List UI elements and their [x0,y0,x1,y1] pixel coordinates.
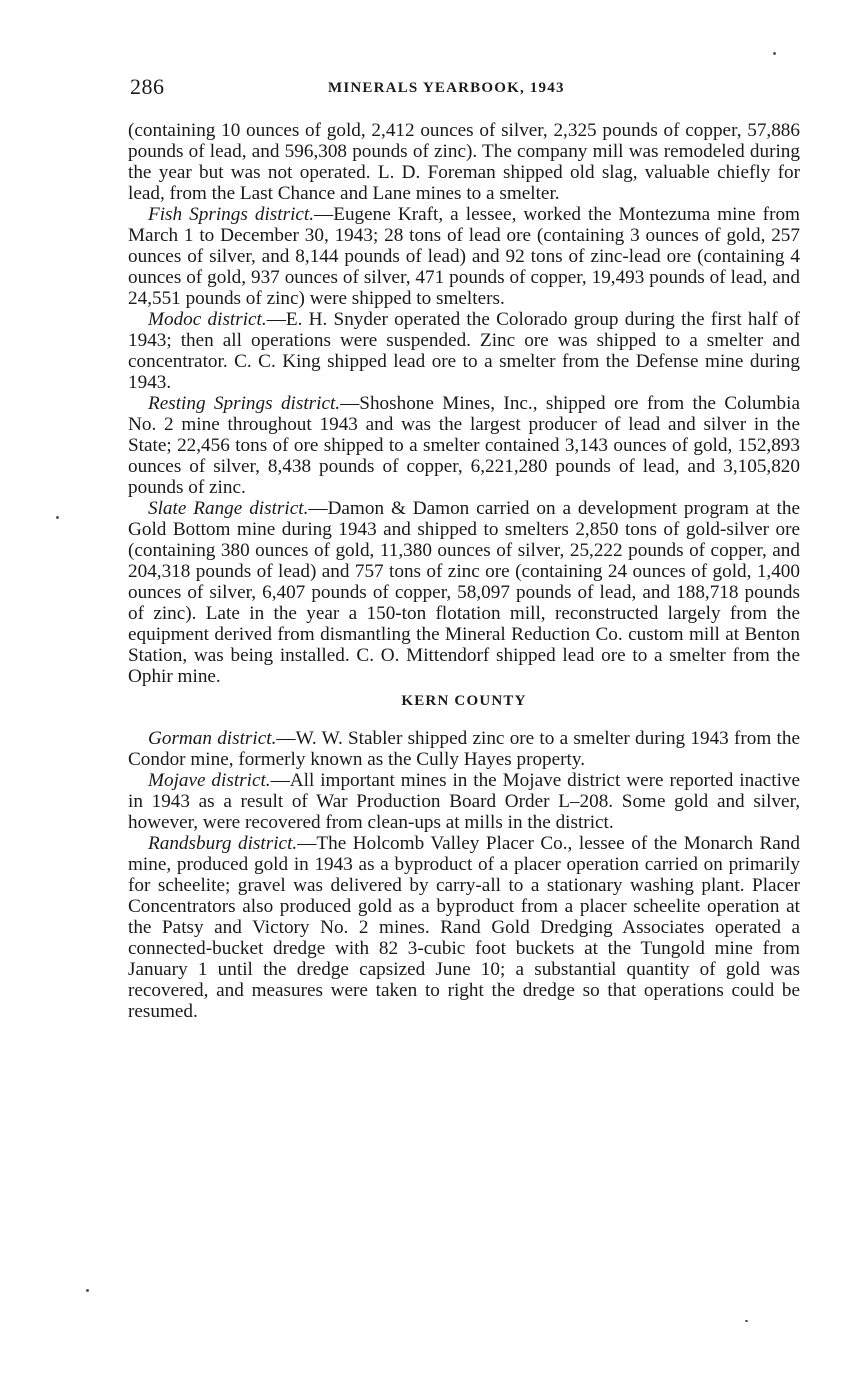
district-name: Modoc district. [148,309,267,330]
paragraph-modoc [128,309,800,393]
scan-speck [56,516,59,519]
paragraph-resting-springs [128,393,800,498]
paragraph-text: —The Holcomb Valley Placer Co., lessee of the Monarch Rand mine, produced gold in 1943 as a byproduct of a placer operation carried on primarily for scheelite; gravel was delivered by carry-all to a stationary washing plant. Placer Concentrators also produced gold as a byproduct from a placer scheelite operation at the Patsy and Victory No. 2 mines. Rand Gold Dredging Associates operated a connected-bucket dredge with 82 3-cubic foot buckets at the Tungold mine from January 1 until the dredge capsized June 10; a substantial quantity of gold was recovered, and measures were taken to right the dredge so that operations could be resumed. [128,833,800,1022]
paragraph-text: —W. W. Stabler shipped zinc ore to a smelter during 1943 from the Condor mine, formerly known as the Cully Hayes property. [128,728,800,770]
paragraph-continued [128,120,800,204]
paragraph-text: —E. H. Snyder operated the Colorado group during the first half of 1943; then all operations were suspended. Zinc ore was shipped to a smelter and concentrator. C. C. King shipped lead ore to a smelter from the Defense mine during 1943. [128,309,800,393]
scan-speck [773,52,776,55]
page-header [130,74,798,104]
paragraph-randsburg [128,833,800,1022]
district-name: Mojave district. [148,770,271,791]
paragraph-text: —Shoshone Mines, Inc., shipped ore from the Columbia No. 2 mine throughout 1943 and was the largest producer of lead and silver in the State; 22,456 tons of ore shipped to a smelter contained 3,143 ounces of gold, 152,893 ounces of silver, 8,438 pounds of copper, 6,221,280 pounds of lead, and 3,105,820 pounds of zinc. [128,393,801,498]
paragraph-text: —Damon & Damon carried on a development program at the Gold Bottom mine during 1943 and shipped to smelters 2,850 tons of gold-silver ore (containing 380 ounces of gold, 11,380 ounces of silver, 25,222 pounds of copper, and 204,318 pounds of lead) and 757 tons of zinc ore (containing 24 ounces of gold, 1,400 ounces of silver, 6,407 pounds of copper, 58,097 pounds of lead, and 188,718 pounds of zinc). Late in the year a 150-ton flotation mill, reconstructed largely from the equipment derived from dismantling the Mineral Reduction Co. custom mill at Benton Station, was being installed. C. O. Mittendorf shipped lead ore to a smelter from the Ophir mine. [128,498,800,687]
paragraph-slate-range [128,498,800,687]
paragraph-gorman [128,728,800,770]
district-name: Fish Springs district. [148,204,315,225]
paragraph-text: —All important mines in the Mojave district were reported inactive in 1943 as a result of War Production Board Order L–208. Some gold and silver, however, were recovered from clean-ups at mills in the district. [128,770,801,833]
district-name: Randsburg district. [148,833,298,854]
paragraph-text: —Eugene Kraft, a lessee, worked the Montezuma mine from March 1 to December 30, 1943; 28 tons of lead ore (containing 3 ounces of gold, 257 ounces of silver, and 8,144 pounds of lead) and 92 tons of zinc-lead ore (containing 4 ounces of gold, 937 ounces of silver, 471 pounds of copper, 19,493 pounds of lead, and 24,551 pounds of zinc) were shipped to smelters. [128,204,800,309]
page-body [128,120,800,1022]
scan-speck [745,1320,748,1322]
district-name: Resting Springs district. [148,393,341,414]
paragraph-fish-springs [128,204,800,309]
scan-speck [86,1289,89,1292]
section-heading: KERN COUNTY [401,693,527,709]
running-title: MINERALS YEARBOOK, 1943 [328,80,565,96]
district-name: Slate Range district. [148,498,309,519]
district-name: Gorman district. [148,728,277,749]
paragraph-mojave [128,770,800,833]
page-number: 286 [130,74,165,99]
paragraph-text: (containing 10 ounces of gold, 2,412 ounces of silver, 2,325 pounds of copper, 57,886 pounds of lead, and 596,308 pounds of zinc). The company mill was remodeled during the year but was not operated. L. D. Foreman shipped old slag, valuable chiefly for lead, from the Last Chance and Lane mines to a smelter. [128,120,800,204]
